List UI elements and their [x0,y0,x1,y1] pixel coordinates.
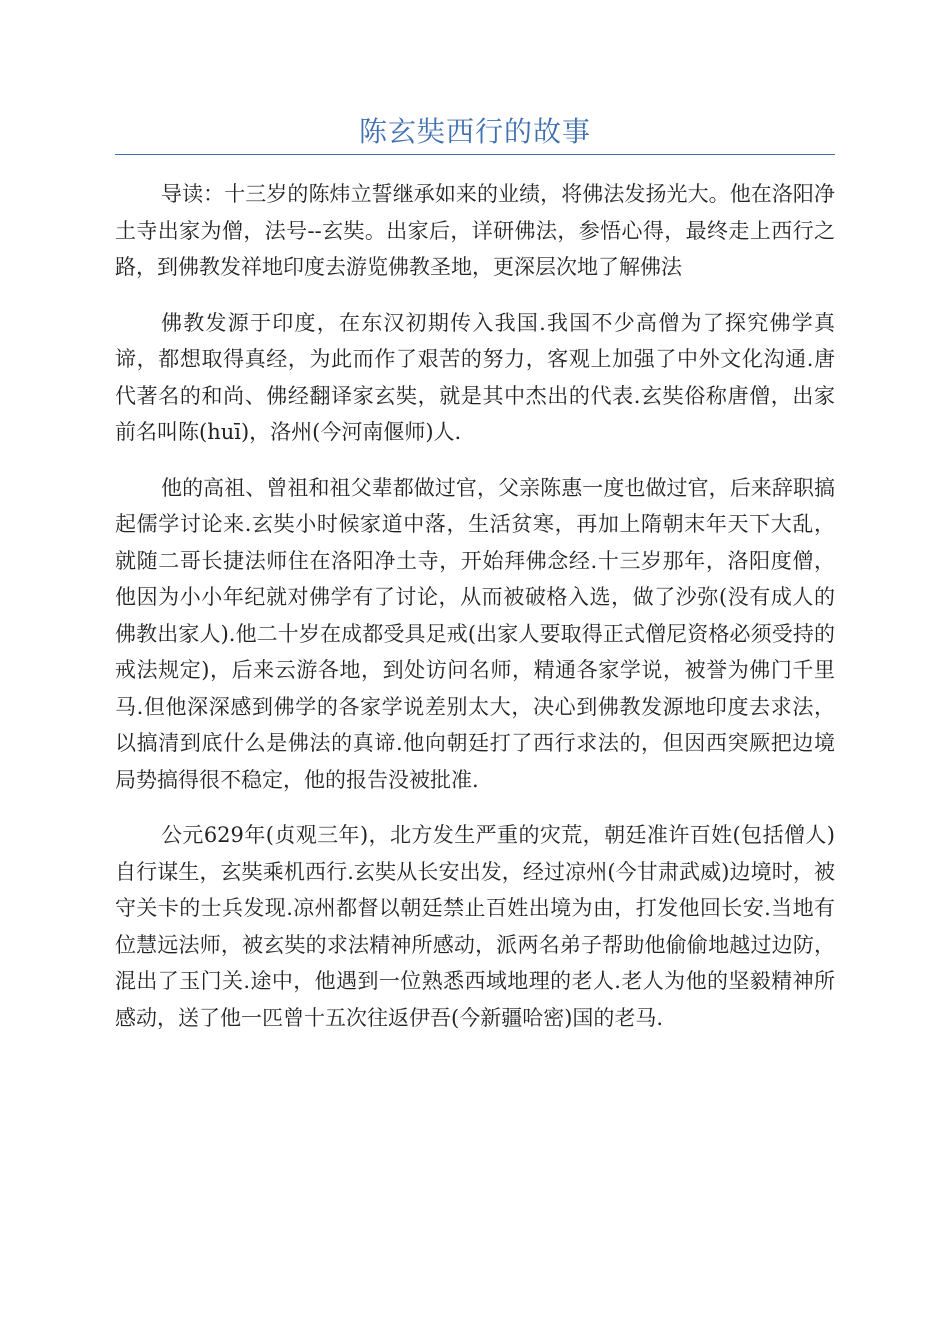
paragraph-origin: 佛教发源于印度，在东汉初期传入我国.我国不少高僧为了探究佛学真谛，都想取得真经，为此而作了艰苦的努力，客观上加强了中外文化沟通.唐代著名的和尚、佛经翻译家玄奘，就是其中杰出的代表.玄奘俗称唐僧，出家前名叫陈(huī)，洛州(今河南偃师)人. [115,310,835,444]
document-title: 陈玄奘西行的故事 [358,115,591,148]
paragraph-journey: 公元629年(贞观三年)，北方发生严重的灾荒，朝廷准许百姓(包括僧人)自行谋生，玄奘乘机西行.玄奘从长安出发，经过凉州(今甘肃武威)边境时，被守关卡的士兵发现.凉州都督以朝廷禁止百姓出境为由，打发他回长安.当地有位慧远法师，被玄奘的求法精神所感动，派两名弟子帮助他偷偷地越过边防，混出了玉门关.途中，他遇到一位熟悉西域地理的老人.老人为他的坚毅精神所感动，送了他一匹曾十五次往返伊吾(今新疆哈密)国的老马. [115,823,835,1030]
title-underline [115,154,835,155]
paragraph-intro: 导读：十三岁的陈炜立誓继承如来的业绩，将佛法发扬光大。他在洛阳净土寺出家为僧，法号--玄奘。出家后，详研佛法，参悟心得，最终走上西行之路，到佛教发祥地印度去游览佛教圣地，更深层次地了解佛法 [115,182,835,279]
paragraph-early-life: 他的高祖、曾祖和祖父辈都做过官，父亲陈惠一度也做过官，后来辞职搞起儒学讨论来.玄奘小时候家道中落，生活贫寒，再加上隋朝末年天下大乱，就随二哥长捷法师住在洛阳净土寺，开始拜佛念经.十三岁那年，洛阳度僧，他因为小小年纪就对佛学有了讨论，从而被破格入选，做了沙弥(没有成人的佛教出家人).他二十岁在成都受具足戒(出家人要取得正式僧尼资格必须受持的戒法规定)，后来云游各地，到处访问名师，精通各家学说，被誉为佛门千里马.但他深深感到佛学的各家学说差别太大，决心到佛教发源地印度去求法，以搞清到底什么是佛法的真谛.他向朝廷打了西行求法的，但因西突厥把边境局势搞得很不稳定，他的报告没被批准. [115,475,835,792]
document-body [115,176,835,1055]
